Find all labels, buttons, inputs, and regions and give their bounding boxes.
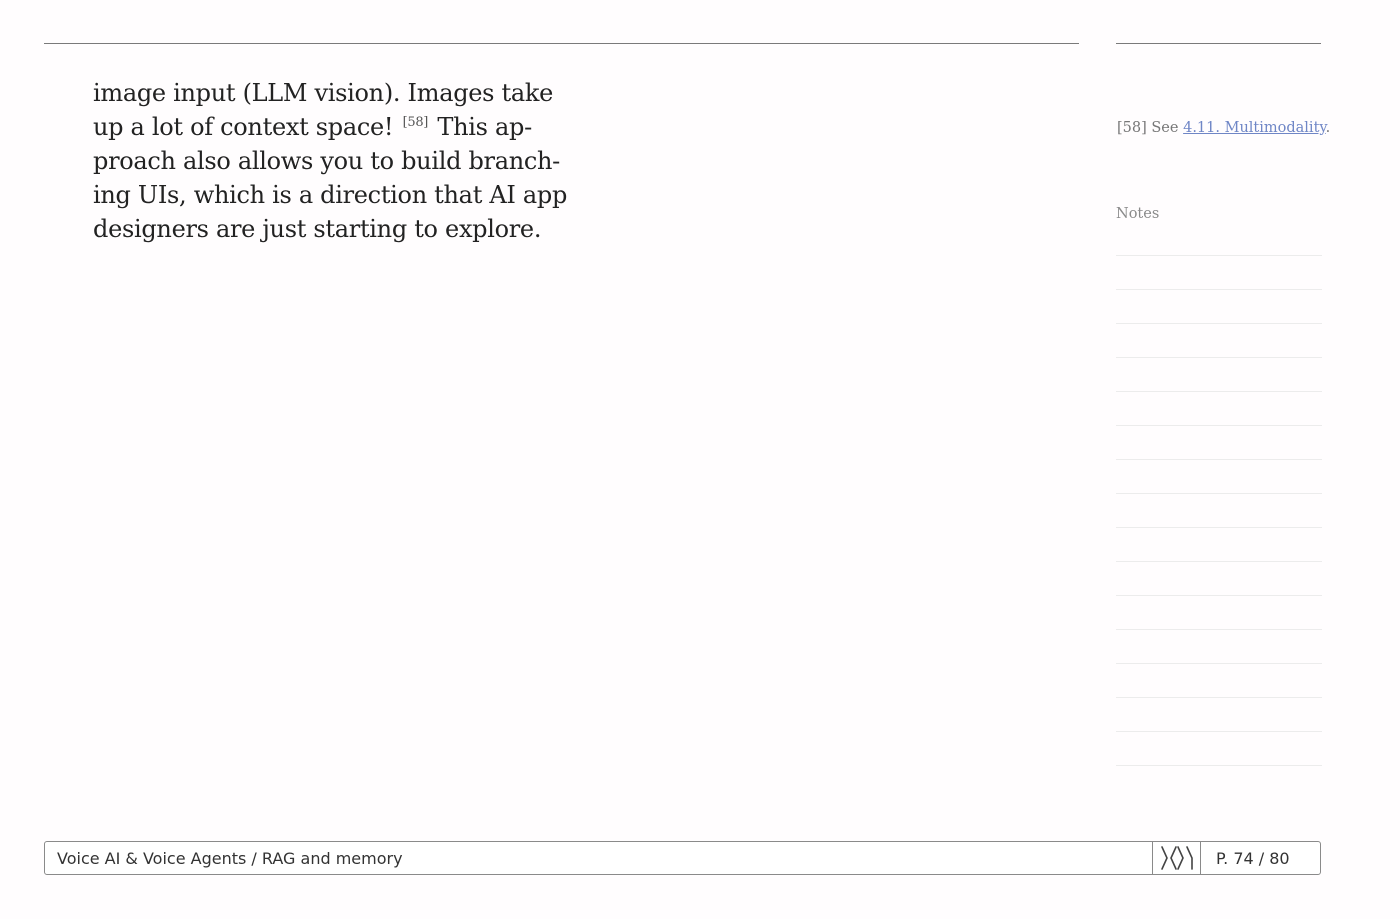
sidenote-link[interactable]: 4.11. Multimodality [1183,120,1326,136]
note-line[interactable] [1116,765,1322,799]
sidenote-58 [1117,120,1331,136]
note-line[interactable] [1116,561,1322,595]
note-line[interactable] [1116,697,1322,731]
body-line-text: This ap- [437,113,532,141]
logo-glyph [1159,845,1195,871]
note-line[interactable] [1116,527,1322,561]
note-line[interactable] [1116,357,1322,391]
page-indicator: P. 74 / 80 [1216,848,1290,868]
body-line: designers are just starting to explore. [93,215,542,243]
note-line[interactable] [1116,255,1322,289]
body-line: ing UIs, which is a direction that AI app [93,181,568,209]
note-line[interactable] [1116,731,1322,765]
body-line: image input (LLM vision). Images take [93,79,554,107]
note-line[interactable] [1116,629,1322,663]
note-line[interactable] [1116,663,1322,697]
footer-bar [44,841,1321,875]
body-line-text: up a lot of context space! [93,113,394,141]
notes-lines[interactable] [1116,255,1322,799]
body-paragraph [93,76,568,246]
sidenote-trailing: . [1325,120,1331,136]
footnote-reference[interactable]: [58] [402,115,429,130]
body-line [93,110,543,144]
body-line: proach also allows you to build branch- [93,147,560,175]
note-line[interactable] [1116,391,1322,425]
note-line[interactable] [1116,459,1322,493]
note-line[interactable] [1116,595,1322,629]
notes-label: Notes [1116,206,1160,222]
note-line[interactable] [1116,425,1322,459]
note-line[interactable] [1116,289,1322,323]
pipecat-logo-icon[interactable] [1152,842,1201,874]
note-line[interactable] [1116,493,1322,527]
top-rule-sidebar [1116,43,1321,44]
top-rule-main [44,43,1079,44]
sidenote-marker: [58] See [1117,120,1179,136]
note-line[interactable] [1116,323,1322,357]
breadcrumb[interactable]: Voice AI & Voice Agents / RAG and memory [57,848,403,868]
